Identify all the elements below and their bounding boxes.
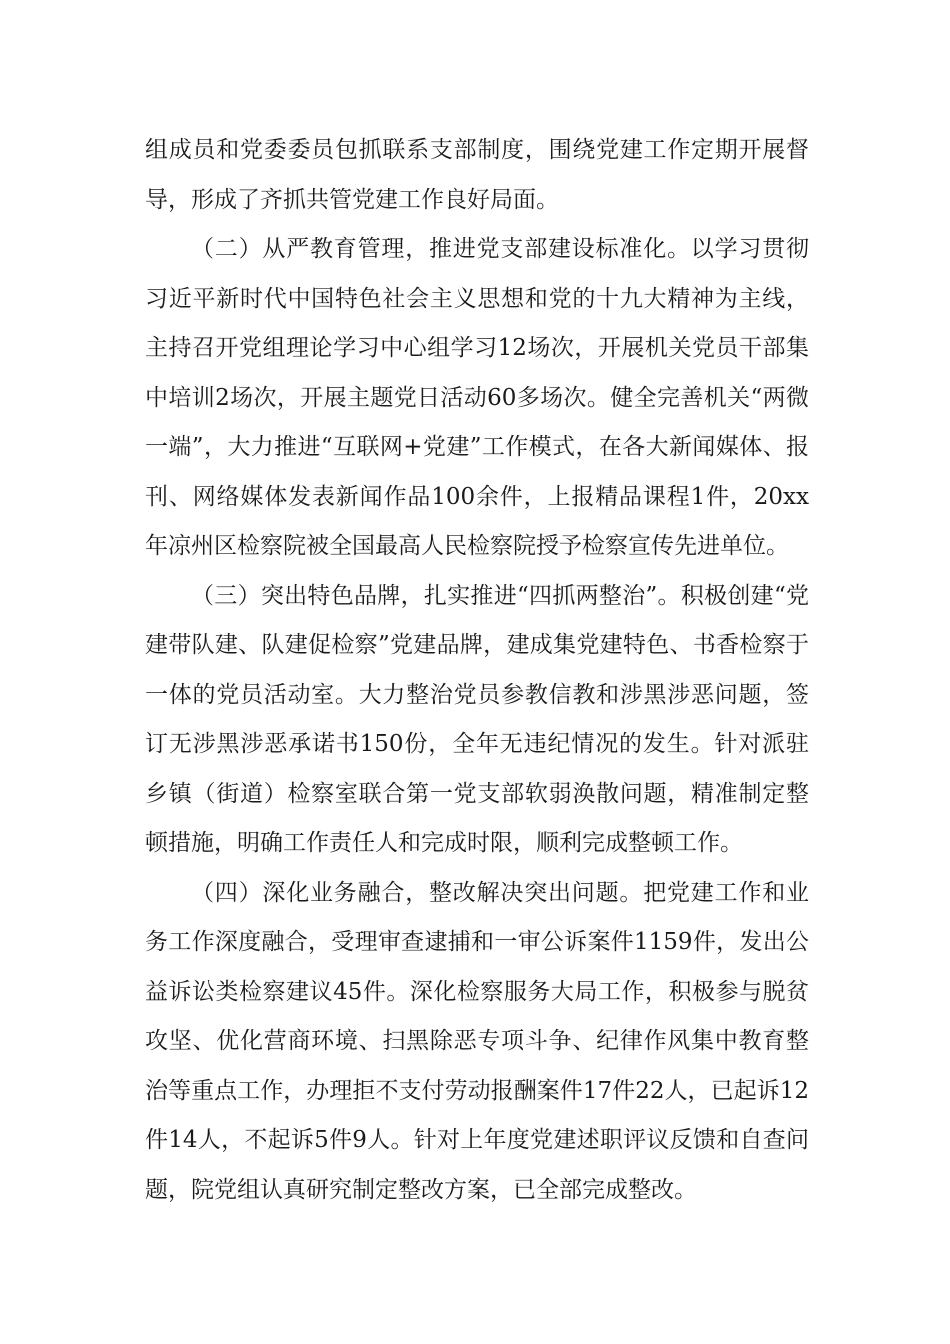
paragraph-continuation: 组成员和党委委员包抓联系支部制度，围绕党建工作定期开展督导，形成了齐抓共管党建工作良好局面。: [145, 137, 809, 213]
paragraph-section-3: （三）突出特色品牌，扎实推进“四抓两整治”。积极创建“党建带队建、队建促检察”党建品牌，建成集党建特色、书香检察于一体的党员活动室。大力整治党员参教信教和涉黑涉恶问题，签订无涉黑涉恶承诺书150份，全年无违纪情况的发生。针对派驻乡镇（街道）检察室联合第一党支部软弱涣散问题，精准制定整顿措施，明确工作责任人和完成时限，顺利完成整顿工作。: [145, 582, 809, 856]
paragraph-section-2: （二）从严教育管理，推进党支部建设标准化。以学习贯彻习近平新时代中国特色社会主义思想和党的十九大精神为主线，主持召开党组理论学习中心组学习12场次，开展机关党员干部集中培训2场次，开展主题党日活动60多场次。健全完善机关“两微一端”，大力推进“互联网+党建”工作模式，在各大新闻媒体、报刊、网络媒体发表新闻作品100余件，上报精品课程1件，20xx年凉州区检察院被全国最高人民检察院授予检察宣传先进单位。: [145, 236, 809, 559]
paragraph-section-4: （四）深化业务融合，整改解决突出问题。把党建工作和业务工作深度融合，受理审查逮捕和一审公诉案件1159件，发出公益诉讼类检察建议45件。深化检察服务大局工作，积极参与脱贫攻坚、优化营商环境、扫黑除恶专项斗争、纪律作风集中教育整治等重点工作，办理拒不支付劳动报酬案件17件22人，已起诉12件14人，不起诉5件9人。针对上年度党建述职评议反馈和自查问题，院党组认真研究制定整改方案，已全部完成整改。: [145, 879, 809, 1203]
document-body: [145, 126, 809, 1215]
